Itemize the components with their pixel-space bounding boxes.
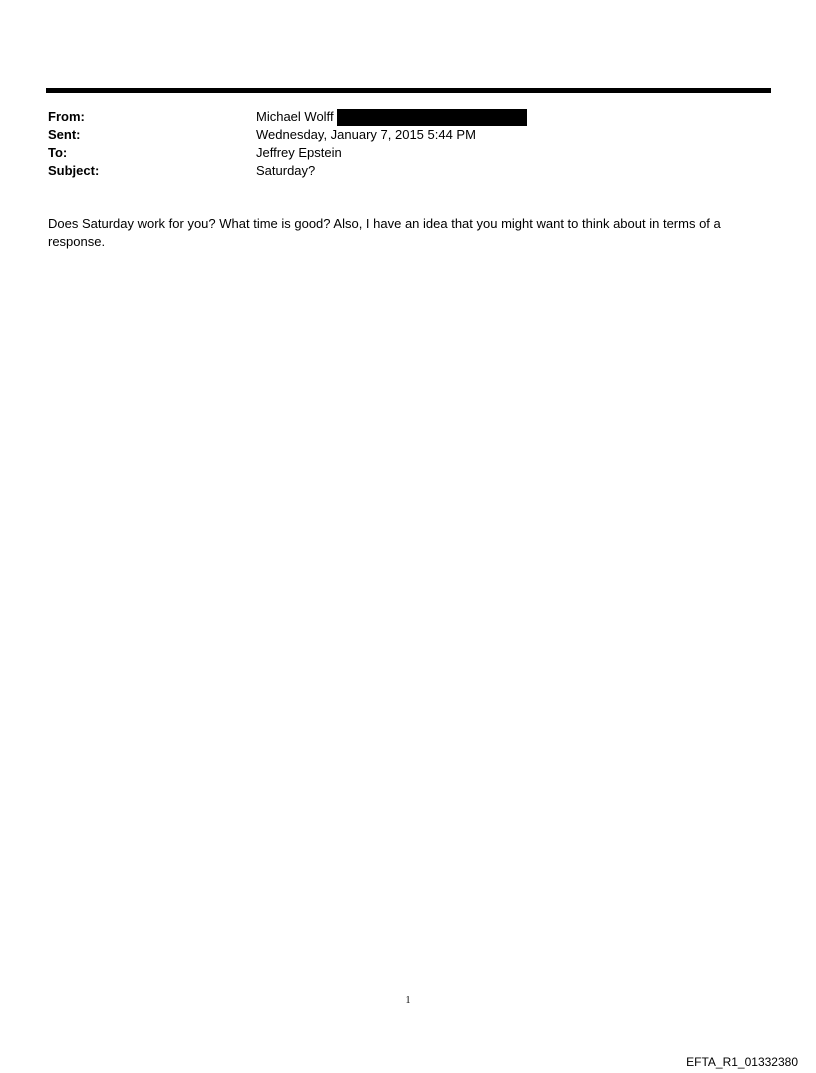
from-value: Michael Wolff: [256, 109, 334, 124]
subject-label: Subject:: [48, 163, 100, 178]
subject-row: [48, 162, 768, 180]
page-number: 1: [405, 995, 411, 1006]
to-label: To:: [48, 145, 68, 160]
sent-row: [48, 126, 768, 144]
from-row: [48, 108, 768, 126]
redaction-box: [337, 109, 527, 126]
from-value-container: [256, 108, 527, 126]
header-rule: [46, 88, 771, 93]
sent-value: Wednesday, January 7, 2015 5:44 PM: [256, 127, 476, 142]
subject-value: Saturday?: [256, 163, 316, 178]
from-label: From:: [48, 109, 85, 124]
to-value: Jeffrey Epstein: [256, 145, 342, 160]
bates-number: EFTA_R1_01332380: [686, 1055, 798, 1069]
to-row: [48, 144, 768, 162]
sent-label: Sent:: [48, 127, 81, 142]
email-header: [48, 108, 768, 180]
email-body: Does Saturday work for you? What time is good? Also, I have an idea that you might want to think about in terms of a response.: [48, 216, 721, 249]
